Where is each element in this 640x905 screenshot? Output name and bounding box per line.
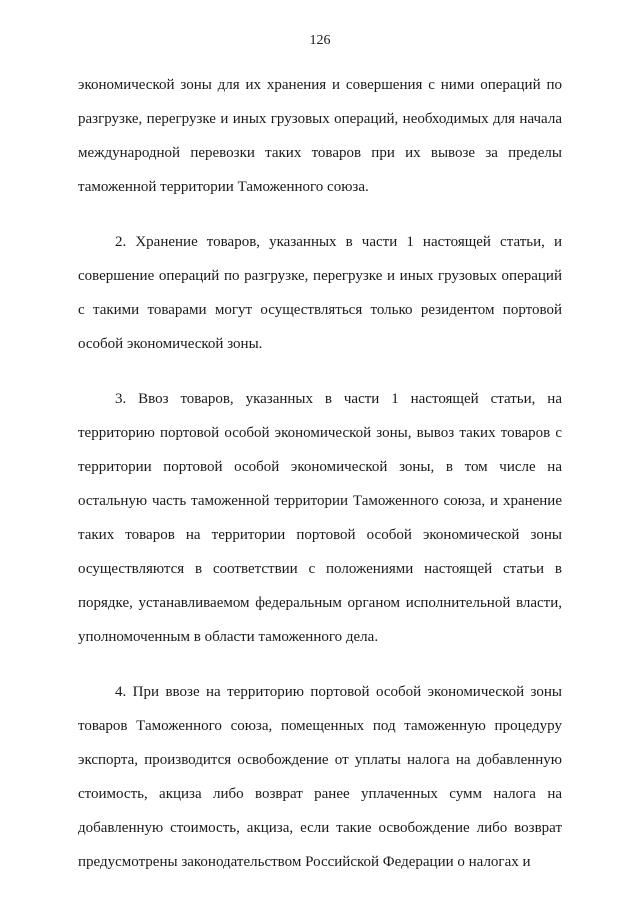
- paragraph-4: 4. При ввозе на территорию портовой особой экономической зоны товаров Таможенного союза, помещенных под таможенную процедуру экспорта, производится освобождение от уплаты налога на добавленную стоимость, акциза либо возврат ранее уплаченных сумм налога на добавленную стоимость, акциза, если такие освобождение либо возврат предусмотрены законодательством Российской Федерации о налогах и: [78, 684, 562, 870]
- paragraph-2: 2. Хранение товаров, указанных в части 1 настоящей статьи, и совершение операций по разгрузке, перегрузке и иных грузовых операций с такими товарами могут осуществляться только резидентом портовой особой экономической зоны.: [78, 234, 562, 352]
- page-number: 126: [309, 33, 331, 48]
- document-body: [78, 68, 562, 900]
- paragraph-continuation: экономической зоны для их хранения и совершения с ними операций по разгрузке, перегрузке и иных грузовых операций, необходимых для начала международной перевозки таких товаров при их вывозе за пределы таможенной территории Таможенного союза.: [78, 77, 562, 195]
- paragraph-3: 3. Ввоз товаров, указанных в части 1 настоящей статьи, на территорию портовой особой экономической зоны, вывоз таких товаров с территории портовой особой экономической зоны, в том числе на остальную часть таможенной территории Таможенного союза, и хранение таких товаров на территории портовой особой экономической зоны осуществляются в соответствии с положениями настоящей статьи в порядке, устанавливаемом федеральным органом исполнительной власти, уполномоченным в области таможенного дела.: [78, 391, 562, 645]
